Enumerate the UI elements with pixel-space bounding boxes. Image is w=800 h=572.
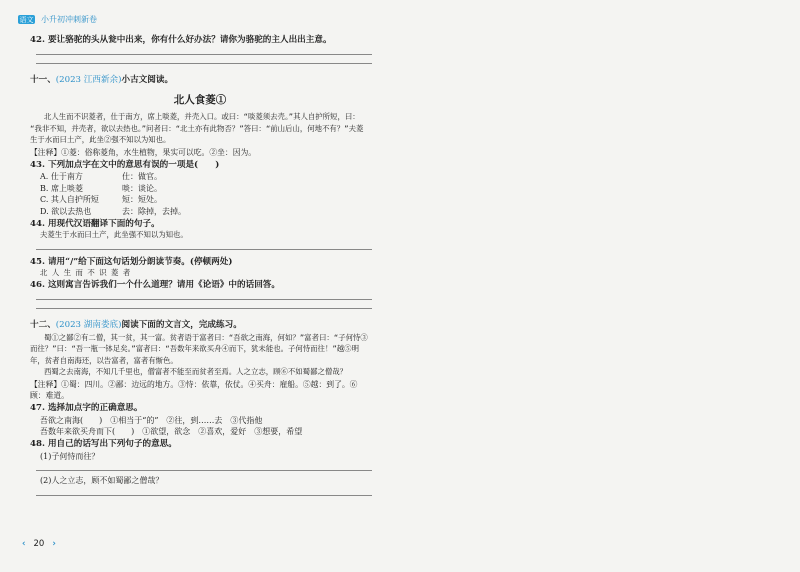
question-44: 44. 用现代汉语翻译下面的句子。 (30, 218, 160, 229)
section-11-heading (30, 74, 370, 86)
passage-line: 北人生而不识菱者，仕于南方，席上啖菱，并壳入口。或曰：“啖菱须去壳。”其人自护所短，曰： (44, 112, 360, 122)
q48-item-1: (1)子何恃而往？ (40, 451, 100, 461)
q47-item-a: 吾欲之南海( ) ①相当于“的” ②往，到……去 ③代指他 (40, 415, 263, 425)
section-number: 十一、 (30, 75, 56, 86)
passage-line: 而往？”曰：“吾一瓶一钵足矣。”富者曰：“吾数年来欲买舟④而下，犹未能也。子何恃而往！”越⑤明 (30, 344, 359, 354)
question-46: 46. 这则寓言告诉我们一个什么道理？请用《论语》中的话回答。 (30, 280, 280, 291)
source-tag: (2023 湖南娄底) (55, 320, 122, 331)
footer (22, 539, 56, 549)
passage-line: 生于水而曰土产，此坐②强不知以为知也。 (30, 135, 171, 145)
passage-line: “我非不知，并壳者，欲以去热也。”问者曰：“北土亦有此物否？”答曰：“前山后山，何地不有？”夫菱 (30, 123, 364, 133)
answer-line[interactable] (36, 249, 372, 250)
question-48: 48. 用自己的话写出下列句子的意思。 (30, 439, 177, 450)
option[interactable]: C. 其人自护所短 短：短处。 (40, 195, 162, 205)
answer-line[interactable] (36, 470, 372, 471)
answer-line[interactable] (36, 54, 372, 55)
q44-sentence: 夫菱生于水而曰土产，此坐强不知以为知也。 (40, 230, 188, 240)
question-47: 47. 选择加点字的正确意思。 (30, 403, 143, 414)
option[interactable]: A. 仕于南方 仕：做官。 (40, 172, 162, 182)
answer-line[interactable] (36, 63, 372, 64)
q47-item-b: 吾数年来欲买舟而下( ) ①欲望，欲念 ②喜欢，爱好 ③想要，希望 (40, 427, 303, 437)
passage-1 (30, 111, 370, 145)
source-tag: (2023 江西新余) (55, 75, 122, 86)
answer-line[interactable] (36, 299, 372, 300)
option[interactable]: D. 欲以去热也 去：除掉，去掉。 (40, 207, 186, 217)
passage-2 (30, 332, 370, 378)
content (30, 34, 370, 496)
section-12-heading (30, 319, 370, 331)
annotation-2: 【注释】①蜀：四川。②鄙：边远的地方。③恃：依靠，依仗。④买舟：雇船。⑤越：到了。⑥顾：难道。 (30, 379, 358, 401)
passage-line: 蜀①之鄙②有二僧，其一贫，其一富。贫者语于富者曰：“吾欲之南海，何如？”富者曰：“子何恃③ (44, 332, 368, 342)
page-number: 20 (33, 539, 45, 549)
series-title: 小升初冲刺新卷 (41, 15, 97, 24)
answer-line[interactable] (36, 495, 372, 496)
annotation-1: 【注释】①菱：俗称菱角，水生植物，果实可以吃。②坐：因为。 (30, 147, 257, 157)
next-page-icon[interactable]: › (52, 539, 56, 549)
question-42: 42. 要让骆驼的头从瓮中出来，你有什么好办法？请你为骆驼的主人出出主意。 (30, 35, 332, 45)
prev-page-icon[interactable]: ‹ (22, 539, 26, 549)
passage-line: 年，贫者自南海还，以告富者，富者有惭色。 (30, 355, 178, 365)
question-43: 43. 下列加点字在文中的意思有误的一项是( ) (30, 159, 220, 170)
passage-line: 西蜀之去南海，不知几千里也，僧富者不能至而贫者至焉。人之立志，顾⑥不如蜀鄙之僧哉？ (44, 367, 348, 377)
q45-sentence: 北 人 生 而 不 识 菱 者 (40, 268, 131, 278)
section-label: 阅读下面的文言文，完成练习。 (121, 320, 242, 331)
option[interactable]: B. 席上啖菱 啖：谈论。 (40, 183, 162, 193)
answer-line[interactable] (36, 308, 372, 309)
section-number: 十二、 (30, 320, 56, 331)
classical-text-title: 北人食菱① (173, 93, 227, 106)
q43-options (40, 171, 370, 217)
question-45: 45. 请用“/”给下面这句话划分朗读节奏。(停顿两处) (30, 256, 233, 267)
header (18, 14, 97, 25)
section-label: 小古文阅读。 (121, 75, 174, 86)
subject-badge: 语文 (19, 15, 34, 24)
q48-item-2: (2)人之立志，顾不如蜀鄙之僧哉？ (40, 476, 164, 486)
